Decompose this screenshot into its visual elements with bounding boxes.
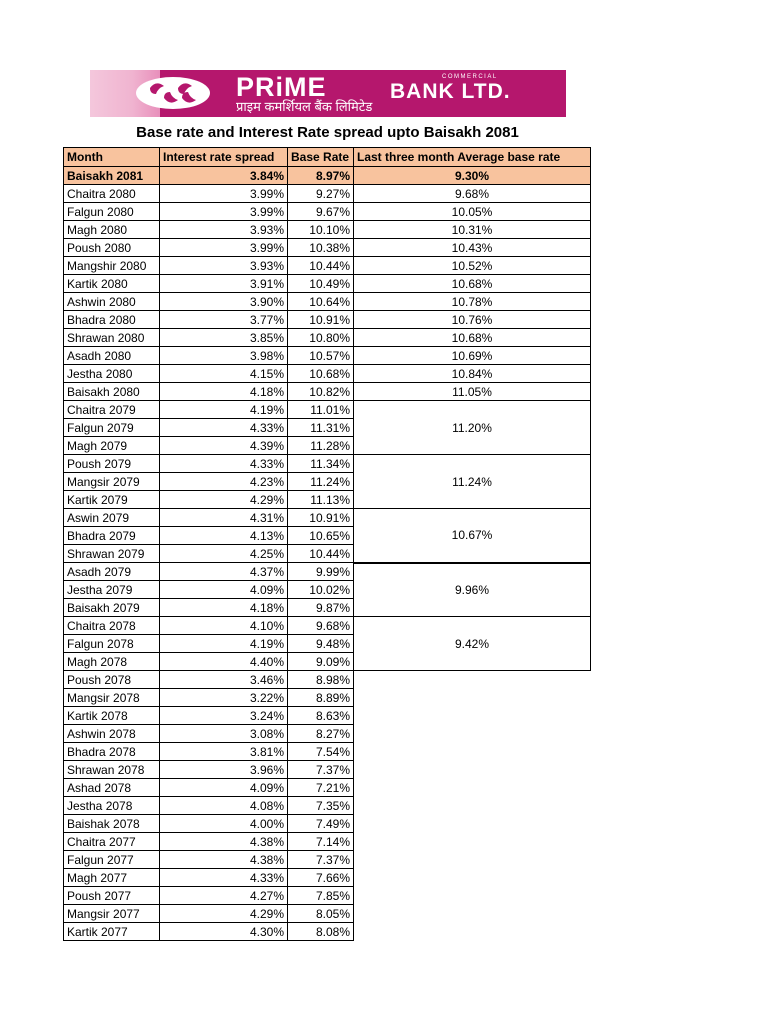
spread-cell: 3.46% xyxy=(160,671,288,689)
month-cell: Ashwin 2080 xyxy=(64,293,160,311)
table-header-row xyxy=(64,148,591,167)
base-rate-cell: 10.49% xyxy=(288,275,354,293)
average-cell: 10.78% xyxy=(354,293,591,311)
quarter-average-cell: 9.42% xyxy=(354,617,591,671)
base-rate-cell: 8.63% xyxy=(288,707,354,725)
base-rate-cell: 11.24% xyxy=(288,473,354,491)
header-average: Last three month Average base rate xyxy=(354,148,591,167)
base-rate-cell: 7.35% xyxy=(288,797,354,815)
empty-cell xyxy=(354,869,591,887)
spread-cell: 3.77% xyxy=(160,311,288,329)
month-cell: Magh 2079 xyxy=(64,437,160,455)
table-row xyxy=(64,689,591,707)
logo-brand-text: PRiME xyxy=(236,72,327,102)
spread-cell: 3.93% xyxy=(160,257,288,275)
base-rate-table xyxy=(63,147,591,941)
logo-nepali-text: प्राइम कमर्शियल बैंक लिमिटेड xyxy=(236,99,373,114)
empty-cell xyxy=(354,671,591,689)
spread-cell: 4.09% xyxy=(160,581,288,599)
month-cell: Chaitra 2077 xyxy=(64,833,160,851)
spread-cell: 4.40% xyxy=(160,653,288,671)
bank-logo xyxy=(90,70,566,117)
table-row xyxy=(64,617,591,635)
month-cell: Jestha 2080 xyxy=(64,365,160,383)
spread-cell: 4.15% xyxy=(160,365,288,383)
base-rate-cell: 8.05% xyxy=(288,905,354,923)
spread-cell: 4.37% xyxy=(160,563,288,581)
spread-cell: 4.09% xyxy=(160,779,288,797)
month-cell: Falgun 2080 xyxy=(64,203,160,221)
spread-cell: 3.84% xyxy=(160,167,288,185)
table-row xyxy=(64,203,591,221)
quarter-average-cell: 9.96% xyxy=(354,563,591,617)
base-rate-cell: 10.57% xyxy=(288,347,354,365)
month-cell: Ashwin 2078 xyxy=(64,725,160,743)
base-rate-cell: 10.80% xyxy=(288,329,354,347)
base-rate-cell: 9.87% xyxy=(288,599,354,617)
table-row xyxy=(64,347,591,365)
spread-cell: 3.99% xyxy=(160,185,288,203)
table-row xyxy=(64,167,591,185)
spread-cell: 3.22% xyxy=(160,689,288,707)
spread-cell: 4.25% xyxy=(160,545,288,563)
logo-commercial-text: COMMERCIAL xyxy=(442,74,498,80)
header-spread: Interest rate spread xyxy=(160,148,288,167)
empty-cell xyxy=(354,905,591,923)
spread-cell: 4.39% xyxy=(160,437,288,455)
table-row xyxy=(64,257,591,275)
month-cell: Asadh 2080 xyxy=(64,347,160,365)
base-rate-cell: 10.65% xyxy=(288,527,354,545)
table-row xyxy=(64,455,591,473)
spread-cell: 4.38% xyxy=(160,851,288,869)
month-cell: Magh 2080 xyxy=(64,221,160,239)
spread-cell: 3.08% xyxy=(160,725,288,743)
base-rate-cell: 10.64% xyxy=(288,293,354,311)
spread-cell: 3.90% xyxy=(160,293,288,311)
quarter-average-cell: 11.24% xyxy=(354,455,591,509)
month-cell: Shrawan 2079 xyxy=(64,545,160,563)
spread-cell: 3.99% xyxy=(160,239,288,257)
month-cell: Chaitra 2079 xyxy=(64,401,160,419)
month-cell: Shrawan 2080 xyxy=(64,329,160,347)
average-cell: 10.52% xyxy=(354,257,591,275)
base-rate-cell: 11.31% xyxy=(288,419,354,437)
spread-cell: 4.30% xyxy=(160,923,288,941)
month-cell: Kartik 2077 xyxy=(64,923,160,941)
month-cell: Chaitra 2078 xyxy=(64,617,160,635)
spread-cell: 3.99% xyxy=(160,203,288,221)
quarter-average-cell: 10.67% xyxy=(354,509,591,563)
month-cell: Falgun 2079 xyxy=(64,419,160,437)
table-row xyxy=(64,185,591,203)
empty-cell xyxy=(354,833,591,851)
base-rate-cell: 9.99% xyxy=(288,563,354,581)
spread-cell: 4.00% xyxy=(160,815,288,833)
table-row xyxy=(64,887,591,905)
spread-cell: 4.33% xyxy=(160,455,288,473)
base-rate-cell: 10.68% xyxy=(288,365,354,383)
base-rate-cell: 11.13% xyxy=(288,491,354,509)
month-cell: Jestha 2079 xyxy=(64,581,160,599)
table-row xyxy=(64,743,591,761)
base-rate-cell: 8.89% xyxy=(288,689,354,707)
average-cell: 10.68% xyxy=(354,329,591,347)
empty-cell xyxy=(354,779,591,797)
base-rate-cell: 11.01% xyxy=(288,401,354,419)
table-row xyxy=(64,833,591,851)
base-rate-cell: 7.21% xyxy=(288,779,354,797)
empty-cell xyxy=(354,743,591,761)
month-cell: Baisakh 2081 xyxy=(64,167,160,185)
month-cell: Poush 2079 xyxy=(64,455,160,473)
spread-cell: 3.93% xyxy=(160,221,288,239)
month-cell: Kartik 2080 xyxy=(64,275,160,293)
empty-cell xyxy=(354,887,591,905)
base-rate-cell: 11.34% xyxy=(288,455,354,473)
table-row xyxy=(64,329,591,347)
table-row xyxy=(64,311,591,329)
spread-cell: 4.08% xyxy=(160,797,288,815)
base-rate-cell: 7.37% xyxy=(288,761,354,779)
month-cell: Shrawan 2078 xyxy=(64,761,160,779)
table-row xyxy=(64,725,591,743)
header-month: Month xyxy=(64,148,160,167)
month-cell: Bhadra 2079 xyxy=(64,527,160,545)
base-rate-cell: 10.10% xyxy=(288,221,354,239)
month-cell: Mangshir 2080 xyxy=(64,257,160,275)
spread-cell: 4.33% xyxy=(160,869,288,887)
empty-cell xyxy=(354,923,591,941)
table-row xyxy=(64,905,591,923)
quarter-average-cell: 11.20% xyxy=(354,401,591,455)
table-row xyxy=(64,815,591,833)
table-row xyxy=(64,365,591,383)
average-cell: 9.30% xyxy=(354,167,591,185)
empty-cell xyxy=(354,707,591,725)
month-cell: Ashad 2078 xyxy=(64,779,160,797)
average-cell: 10.76% xyxy=(354,311,591,329)
month-cell: Baisakh 2080 xyxy=(64,383,160,401)
spread-cell: 3.81% xyxy=(160,743,288,761)
average-cell: 10.43% xyxy=(354,239,591,257)
spread-cell: 3.98% xyxy=(160,347,288,365)
average-cell: 10.05% xyxy=(354,203,591,221)
table-row xyxy=(64,383,591,401)
month-cell: Poush 2078 xyxy=(64,671,160,689)
spread-cell: 4.18% xyxy=(160,383,288,401)
spread-cell: 4.10% xyxy=(160,617,288,635)
table-row xyxy=(64,707,591,725)
spread-cell: 3.96% xyxy=(160,761,288,779)
page-title: Base rate and Interest Rate spread upto Baisakh 2081 xyxy=(136,124,519,141)
month-cell: Aswin 2079 xyxy=(64,509,160,527)
table-row xyxy=(64,239,591,257)
base-rate-cell: 7.49% xyxy=(288,815,354,833)
table-row xyxy=(64,671,591,689)
month-cell: Asadh 2079 xyxy=(64,563,160,581)
month-cell: Baishak 2078 xyxy=(64,815,160,833)
spread-cell: 4.18% xyxy=(160,599,288,617)
base-rate-cell: 10.38% xyxy=(288,239,354,257)
average-cell: 10.68% xyxy=(354,275,591,293)
average-cell: 10.69% xyxy=(354,347,591,365)
spread-cell: 4.19% xyxy=(160,401,288,419)
base-rate-cell: 9.68% xyxy=(288,617,354,635)
empty-cell xyxy=(354,851,591,869)
base-rate-cell: 8.98% xyxy=(288,671,354,689)
base-rate-cell: 7.37% xyxy=(288,851,354,869)
average-cell: 10.31% xyxy=(354,221,591,239)
base-rate-cell: 10.82% xyxy=(288,383,354,401)
month-cell: Poush 2077 xyxy=(64,887,160,905)
spread-cell: 4.29% xyxy=(160,905,288,923)
spread-cell: 3.85% xyxy=(160,329,288,347)
table-row xyxy=(64,221,591,239)
spread-cell: 4.29% xyxy=(160,491,288,509)
spread-cell: 4.38% xyxy=(160,833,288,851)
empty-cell xyxy=(354,725,591,743)
month-cell: Falgun 2078 xyxy=(64,635,160,653)
empty-cell xyxy=(354,761,591,779)
base-rate-cell: 9.27% xyxy=(288,185,354,203)
empty-cell xyxy=(354,689,591,707)
month-cell: Chaitra 2080 xyxy=(64,185,160,203)
average-cell: 10.84% xyxy=(354,365,591,383)
month-cell: Kartik 2079 xyxy=(64,491,160,509)
table-row xyxy=(64,851,591,869)
base-rate-cell: 9.48% xyxy=(288,635,354,653)
average-cell: 9.68% xyxy=(354,185,591,203)
table-row xyxy=(64,563,591,581)
month-cell: Poush 2080 xyxy=(64,239,160,257)
base-rate-cell: 7.14% xyxy=(288,833,354,851)
month-cell: Mangsir 2077 xyxy=(64,905,160,923)
base-rate-cell: 11.28% xyxy=(288,437,354,455)
table-row xyxy=(64,797,591,815)
base-rate-cell: 7.54% xyxy=(288,743,354,761)
base-rate-cell: 7.85% xyxy=(288,887,354,905)
base-rate-cell: 10.02% xyxy=(288,581,354,599)
month-cell: Bhadra 2080 xyxy=(64,311,160,329)
month-cell: Bhadra 2078 xyxy=(64,743,160,761)
month-cell: Magh 2078 xyxy=(64,653,160,671)
base-rate-cell: 7.66% xyxy=(288,869,354,887)
table-row xyxy=(64,923,591,941)
empty-cell xyxy=(354,797,591,815)
spread-cell: 4.33% xyxy=(160,419,288,437)
empty-cell xyxy=(354,815,591,833)
base-rate-cell: 9.67% xyxy=(288,203,354,221)
table-row xyxy=(64,761,591,779)
base-rate-cell: 10.91% xyxy=(288,509,354,527)
base-rate-cell: 8.97% xyxy=(288,167,354,185)
table-row xyxy=(64,293,591,311)
month-cell: Mangsir 2079 xyxy=(64,473,160,491)
month-cell: Jestha 2078 xyxy=(64,797,160,815)
month-cell: Falgun 2077 xyxy=(64,851,160,869)
table-row xyxy=(64,869,591,887)
spread-cell: 4.19% xyxy=(160,635,288,653)
base-rate-cell: 9.09% xyxy=(288,653,354,671)
month-cell: Baisakh 2079 xyxy=(64,599,160,617)
logo-bank-text: BANK LTD. xyxy=(390,80,511,103)
average-cell: 11.05% xyxy=(354,383,591,401)
bank-logo-icon xyxy=(134,76,212,110)
base-rate-cell: 10.91% xyxy=(288,311,354,329)
spread-cell: 4.23% xyxy=(160,473,288,491)
table-row xyxy=(64,509,591,527)
month-cell: Kartik 2078 xyxy=(64,707,160,725)
base-rate-cell: 8.08% xyxy=(288,923,354,941)
table-row xyxy=(64,275,591,293)
spread-cell: 4.13% xyxy=(160,527,288,545)
base-rate-cell: 10.44% xyxy=(288,257,354,275)
table-row xyxy=(64,401,591,419)
table-row xyxy=(64,779,591,797)
month-cell: Magh 2077 xyxy=(64,869,160,887)
spread-cell: 4.27% xyxy=(160,887,288,905)
spread-cell: 3.24% xyxy=(160,707,288,725)
spread-cell: 4.31% xyxy=(160,509,288,527)
spread-cell: 3.91% xyxy=(160,275,288,293)
base-rate-cell: 10.44% xyxy=(288,545,354,563)
base-rate-cell: 8.27% xyxy=(288,725,354,743)
header-base-rate: Base Rate xyxy=(288,148,354,167)
month-cell: Mangsir 2078 xyxy=(64,689,160,707)
